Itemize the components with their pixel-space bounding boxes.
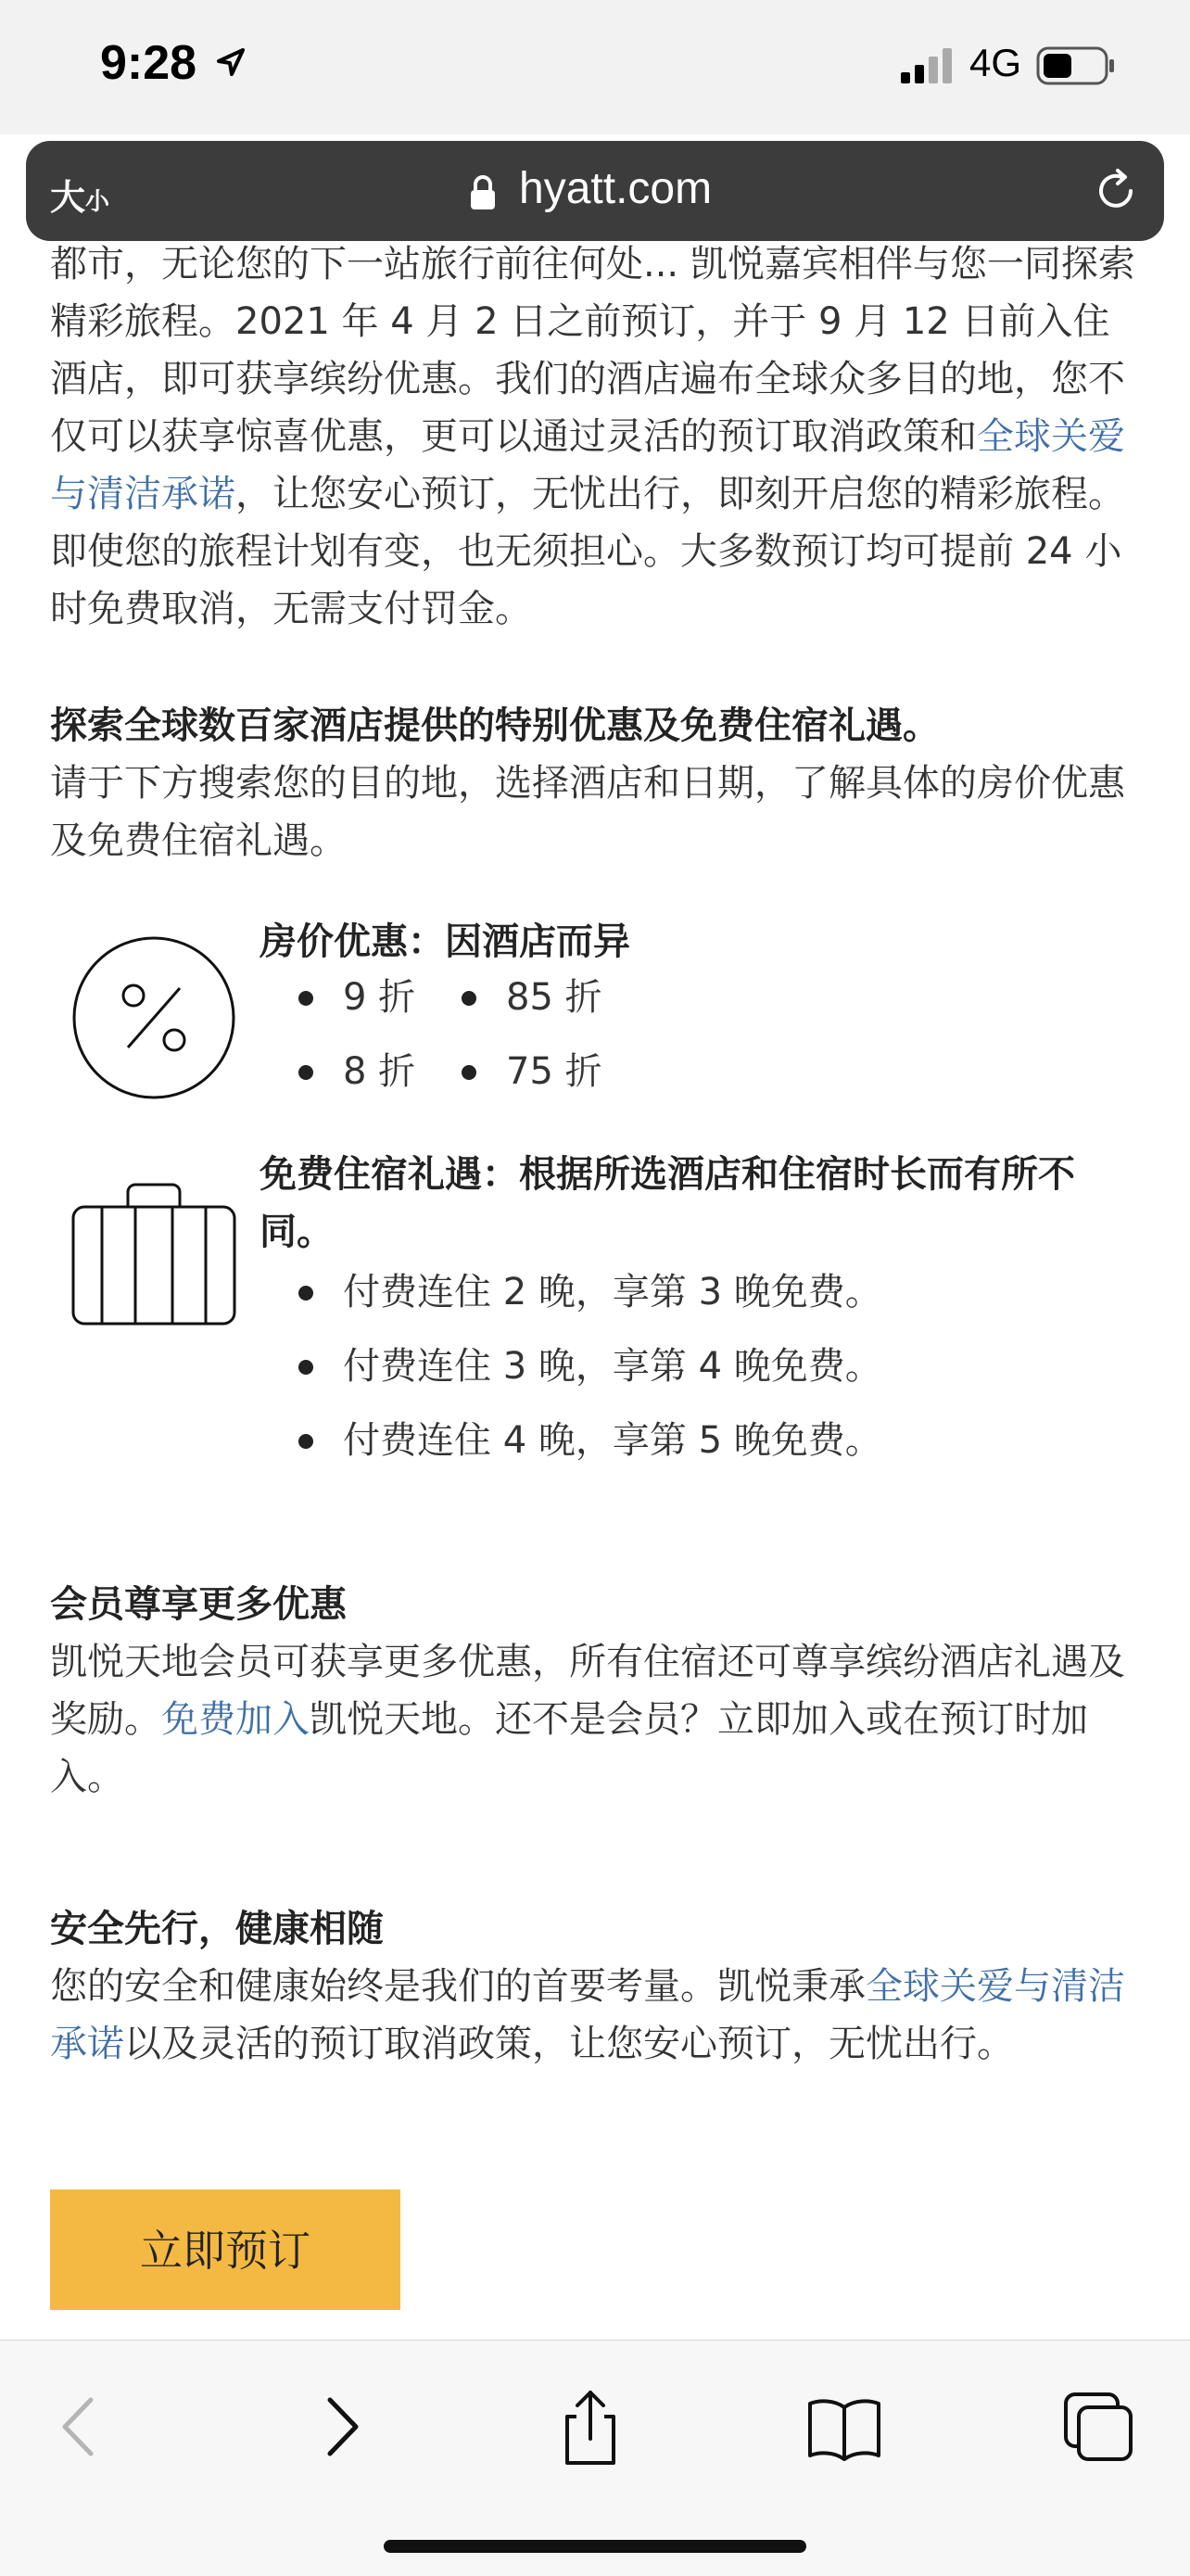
free-night-item: 付费连住 3 晚，享第 4 晚免费。 [343,1338,882,1395]
location-arrow-icon [215,46,247,82]
safety-text: 您的安全和健康始终是我们的首要考量。凯悦秉承全球关爱与清洁承诺以及灵活的预订取消政策，让您安心预订，无忧出行。 [50,1965,1125,2065]
rate-item: 8 折 [343,1043,415,1100]
intro-paragraph: 都市，无论您的下一站旅行前往何处... 凯悦嘉宾相伴与您一同探索精彩旅程。2021 年 4 月 2 日之前预订，并于 9 月 12 日前入住酒店，即可获享缤纷优惠。我们的酒店遍布全球众多目的地，您不仅可以获享惊喜优惠，更可以通过灵活的预订取消政策和全球关爱与清洁承诺，让您安心预订，无忧出行，即刻开启您的精彩旅程。即使您的旅程计划有变，也无须担心。大多数预订均可提前 24 小时免费取消，无需支付罚金。 [50,243,1135,630]
forward-chevron-icon[interactable] [298,2385,382,2468]
safety-section [50,1900,1140,2073]
share-icon[interactable] [549,2385,632,2468]
network-type: 4G [969,41,1022,84]
url-text[interactable]: hyatt.com [519,164,713,213]
suitcase-icon [70,1179,237,1331]
bookmarks-icon[interactable] [803,2385,886,2468]
lock-icon [469,174,497,215]
explore-section [50,697,1140,869]
free-join-link[interactable]: 免费加入 [161,1698,310,1741]
percent-icon [70,934,237,1105]
member-heading: 会员尊享更多优惠 [50,1583,347,1626]
address-bar[interactable] [26,141,1164,241]
safety-heading: 安全先行，健康相随 [50,1908,384,1950]
rate-item: 75 折 [506,1043,602,1100]
explore-heading: 探索全球数百家酒店提供的特别优惠及免费住宿礼遇。 [50,704,940,747]
battery-icon [1036,46,1116,89]
page-content [0,243,1190,2336]
status-bar [0,0,1190,134]
status-time: 9:28 [100,36,197,90]
member-text: 凯悦天地会员可获享更多优惠，所有住宿还可尊享缤纷酒店礼遇及奖励。免费加入凯悦天地。还不是会员？立即加入或在预订时加入。 [50,1641,1125,1798]
free-night-item: 付费连住 2 晚，享第 3 晚免费。 [343,1263,882,1321]
rate-item: 9 折 [343,969,415,1026]
reload-icon[interactable] [1092,167,1140,219]
rate-offer-title: 房价优惠：因酒店而异 [260,920,630,963]
text-size-button[interactable]: 大小 [50,177,110,218]
book-now-button[interactable]: 立即预订 [50,2189,400,2310]
tabs-icon[interactable] [1057,2385,1140,2468]
home-indicator [384,2540,806,2553]
member-section [50,1576,1140,1806]
free-nights-title: 免费住宿礼遇：根据所选酒店和住宿时长而有所不同。 [260,1153,1075,1253]
care-commitment-link-2[interactable]: 全球关爱与清洁承诺 [50,1965,1125,2065]
signal-bars-icon [899,46,958,87]
back-chevron-icon[interactable] [39,2385,122,2468]
free-night-item: 付费连住 4 晚，享第 5 晚免费。 [343,1412,882,1469]
explore-text: 请于下方搜索您的目的地，选择酒店和日期，了解具体的房价优惠及免费住宿礼遇。 [50,762,1125,862]
care-commitment-link[interactable]: 全球关爱与清洁承诺 [50,415,1125,515]
rate-item: 85 折 [506,969,602,1026]
